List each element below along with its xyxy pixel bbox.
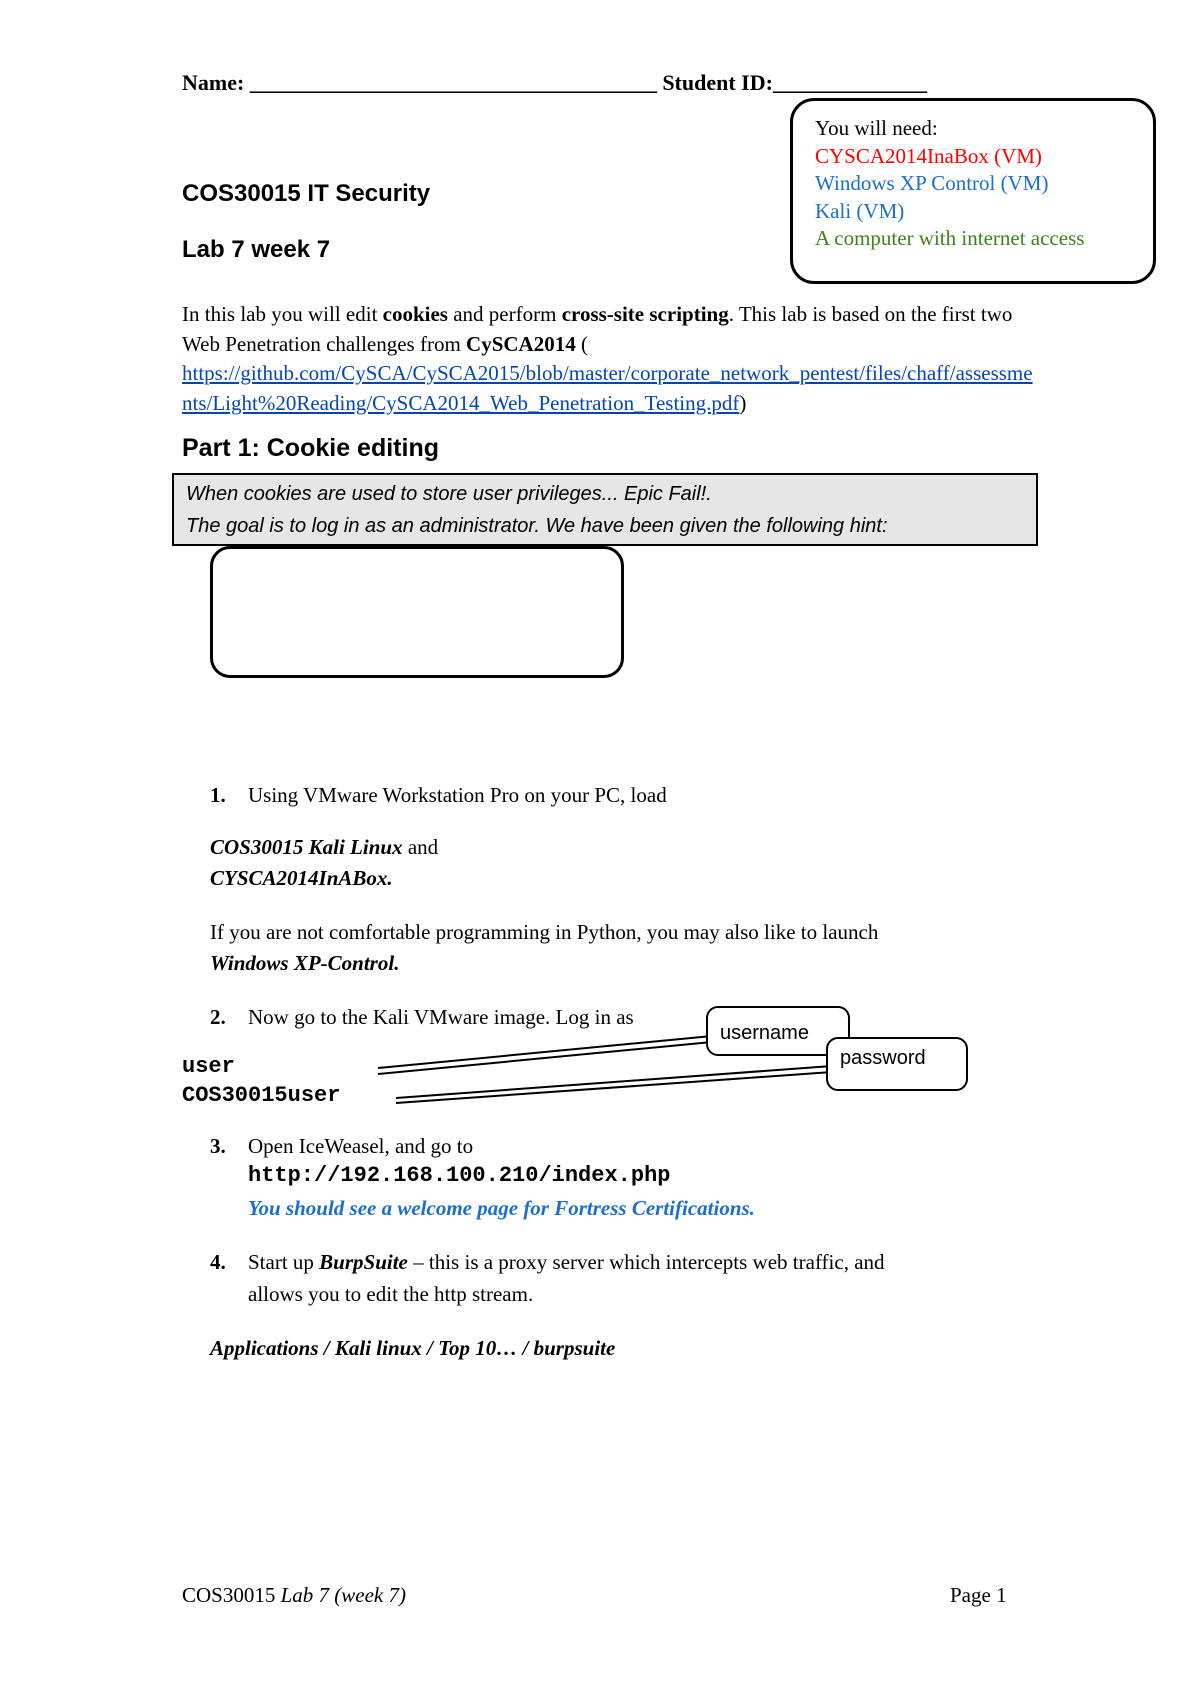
requirement-item: A computer with internet access	[815, 226, 1085, 250]
intro-text: and perform	[447, 302, 562, 326]
step-3-text: Open IceWeasel, and go to	[248, 1134, 474, 1158]
footer-page-number: Page 1	[950, 1583, 1007, 1607]
requirement-item: Windows XP Control (VM)	[815, 171, 1049, 195]
course-title: COS30015 IT Security	[182, 180, 431, 207]
hint-line-1: When cookies are used to store user privileges... Epic Fail!.	[186, 483, 712, 505]
step-1-number: 1.	[210, 783, 226, 807]
step-3	[210, 1131, 473, 1162]
username-connector	[378, 1036, 712, 1068]
step-1-text: Using VMware Workstation Pro on your PC, load	[248, 783, 667, 807]
step-2-text: Now go to the Kali VMware image. Log in as	[248, 1005, 634, 1029]
requirement-item: Kali (VM)	[815, 198, 905, 223]
student-id-blank: ______________	[772, 70, 927, 95]
username-callout: username	[706, 1006, 850, 1056]
step-1-vm-winxp: Windows XP-Control.	[210, 951, 400, 975]
login-credentials	[182, 1052, 340, 1110]
step-4-number: 4.	[210, 1250, 226, 1274]
student-id-label: Student ID:	[662, 70, 773, 95]
step-1-vm-cysca: CYSCA2014InABox.	[210, 866, 393, 890]
intro-text: . This lab is based on the first two Web Penetration challenges from	[182, 302, 1013, 356]
lab-title: Lab 7 week 7	[182, 236, 331, 263]
intro-text: (	[575, 331, 588, 356]
step-4-text: – this is a proxy server which intercepts web traffic, and	[407, 1250, 885, 1274]
login-username: user	[182, 1054, 235, 1079]
footer-course-code: COS30015	[182, 1583, 281, 1607]
requirements-heading: You will need:	[815, 116, 938, 140]
step-3-number: 3.	[210, 1134, 226, 1158]
footer-lab: Lab 7 (week 7)	[280, 1583, 406, 1607]
intro-text: )	[739, 390, 747, 415]
step-1-vm-kali: COS30015 Kali Linux	[210, 835, 403, 859]
step-4-text-2: allows you to edit the http stream.	[248, 1282, 534, 1306]
password-callout: password	[826, 1037, 968, 1091]
step-4-text: Start up	[248, 1250, 320, 1274]
step-3-note: You should see a welcome page for Fortress Certifications.	[248, 1196, 755, 1220]
step-1-and: and	[402, 835, 439, 859]
cysca-pdf-link[interactable]: https://github.com/CySCA/CySCA2015/blob/master/corporate_network_pentest/files/chaff/assessments/Light%20Reading/CySCA2014_Web_Penetration_Testing.pdf	[182, 361, 1033, 415]
intro-text: In this lab you will edit	[182, 302, 383, 326]
step-2-number: 2.	[210, 1005, 226, 1029]
intro-bold-xss: cross-site scripting	[561, 302, 729, 326]
intro-bold-cysca: CySCA2014	[466, 331, 576, 356]
footer-course	[182, 1583, 406, 1608]
step-3-url: http://192.168.100.210/index.php	[248, 1163, 671, 1188]
step-4	[210, 1247, 885, 1278]
step-1-note: If you are not comfortable programming in Python, you may also like to launch	[210, 920, 879, 944]
intro-bold-cookies: cookies	[382, 302, 448, 326]
step-4-app: BurpSuite	[319, 1250, 408, 1274]
login-password: COS30015user	[182, 1083, 341, 1108]
username-connector-2	[378, 1042, 712, 1074]
part1-heading: Part 1: Cookie editing	[182, 434, 439, 462]
password-connector-2	[396, 1072, 832, 1103]
hint-line-2: The goal is to log in as an administrator. We have been given the following hint:	[186, 515, 888, 537]
requirement-item: CYSCA2014InaBox (VM)	[815, 143, 1042, 168]
password-connector	[396, 1066, 832, 1098]
name-label: Name:	[182, 70, 245, 95]
name-blank: _____________________________________	[249, 70, 657, 95]
step-4-menu-path: Applications / Kali linux / Top 10… / burpsuite	[210, 1336, 616, 1360]
